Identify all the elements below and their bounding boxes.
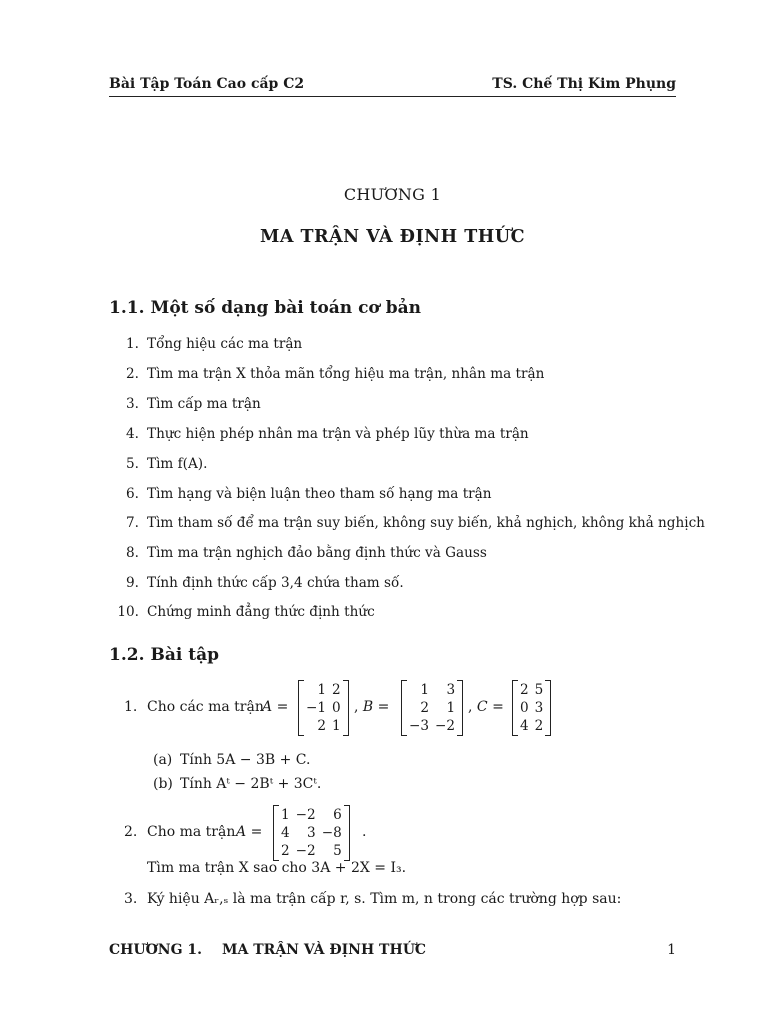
- matrix-bracket: [457, 735, 462, 736]
- matrix-entry: 2: [420, 700, 430, 716]
- exercise-number: 1.: [124, 699, 138, 715]
- matrix-entry: 4: [520, 718, 529, 734]
- matrix-bracket: [299, 680, 304, 681]
- list-item-text: Tìm ma trận X thỏa mãn tổng hiệu ma trận, nhân ma trận: [147, 366, 545, 382]
- list-item: [109, 545, 676, 565]
- list-item: [109, 515, 705, 535]
- matrix-entry: 4: [281, 825, 290, 841]
- matrix-bracket: [274, 805, 279, 806]
- matrix-entry: −2: [295, 807, 316, 823]
- exercise-text: Ký hiệu Aᵣ,ₛ là ma trận cấp r, s. Tìm m, n trong các trường hợp sau:: [147, 891, 622, 907]
- list-item-number: 6.: [126, 486, 139, 502]
- matrix-entry: −1: [306, 700, 327, 716]
- part-a-label: (a): [153, 752, 173, 768]
- exercise-number: 3.: [124, 891, 138, 907]
- list-item: [109, 456, 676, 476]
- exercise-prefix: Cho các ma trận: [147, 699, 264, 715]
- list-item: [109, 575, 676, 595]
- matrix-bracket: [343, 680, 348, 681]
- matrix-entry: 3: [307, 825, 316, 841]
- exercise-number: 2.: [124, 824, 138, 840]
- matrix-entry: −2: [435, 718, 456, 734]
- matrix-entry: 2: [281, 843, 290, 859]
- matrix-bracket: [402, 735, 407, 736]
- matrix-bracket: [545, 735, 550, 736]
- section-number: 1.1.: [109, 298, 145, 318]
- matrix-a: [273, 805, 350, 861]
- matrix-bracket: [457, 680, 462, 681]
- list-item: [109, 336, 676, 356]
- list-item-text: Tổng hiệu các ma trận: [147, 336, 303, 352]
- list-item-number: 1.: [126, 336, 139, 352]
- matrix-bracket: [343, 735, 348, 736]
- section-heading-2: [109, 645, 219, 665]
- section-heading-1: [109, 298, 421, 318]
- matrix-c: [512, 680, 551, 736]
- matrix-entry: 2: [534, 718, 544, 734]
- section-number: 1.2.: [109, 645, 145, 665]
- list-item: [109, 426, 676, 446]
- matrix-entry: −2: [295, 843, 316, 859]
- header-course-title: Bài Tập Toán Cao cấp C2: [109, 76, 305, 92]
- list-item-number: 2.: [126, 366, 139, 382]
- list-item-number: 8.: [126, 545, 139, 561]
- chapter-number: CHƯƠNG 1: [343, 185, 442, 204]
- matrix-entry: 1: [317, 682, 327, 698]
- list-item-text: Tìm ma trận nghịch đảo bằng định thức và Gauss: [147, 545, 487, 561]
- list-item-text: Tìm cấp ma trận: [147, 396, 261, 412]
- part-b-label: (b): [153, 776, 173, 792]
- footer-chapter-number: CHƯƠNG 1.: [109, 942, 203, 958]
- list-item-text: Tìm tham số để ma trận suy biến, không suy biến, khả nghịch, không khả nghịch: [147, 515, 705, 531]
- section-title: Bài tập: [150, 645, 220, 665]
- header-author: TS. Chế Thị Kim Phụng: [492, 76, 676, 92]
- matrix-entry: 1: [446, 700, 456, 716]
- matrix-label-a: A =: [262, 699, 289, 715]
- part-a-text: Tính 5A − 3B + C.: [180, 752, 311, 768]
- exercise-prefix: Cho ma trận: [147, 824, 236, 840]
- list-item-number: 7.: [126, 515, 139, 531]
- list-item-number: 4.: [126, 426, 139, 442]
- list-item-text: Tìm hạng và biện luận theo tham số hạng ma trận: [147, 486, 492, 502]
- exercise-task: Tìm ma trận X sao cho 3A + 2X = I₃.: [147, 860, 407, 876]
- matrix-period: .: [362, 824, 367, 840]
- list-item-number: 9.: [126, 575, 139, 591]
- list-item-text: Tính định thức cấp 3,4 chứa tham số.: [147, 575, 404, 591]
- list-item-text: Tìm f(A).: [147, 456, 208, 472]
- page-number: 1: [667, 942, 676, 958]
- footer-chapter-title: MA TRẬN VÀ ĐỊNH THỨC: [222, 942, 427, 958]
- chapter-title: MA TRẬN VÀ ĐỊNH THỨC: [259, 227, 525, 247]
- matrix-entry: −3: [409, 718, 430, 734]
- matrix-label-b: , B =: [354, 699, 390, 715]
- section-title: Một số dạng bài toán cơ bản: [150, 298, 421, 318]
- list-item: [109, 604, 676, 624]
- matrix-entry: 5: [534, 682, 544, 698]
- list-item-text: Chứng minh đẳng thức định thức: [147, 604, 375, 620]
- matrix-entry: 1: [281, 807, 290, 823]
- running-header: [109, 76, 676, 97]
- part-b-text: Tính Aᵗ − 2Bᵗ + 3Cᵗ.: [180, 776, 322, 792]
- matrix-entry: 2: [317, 718, 327, 734]
- matrix-entry: 0: [520, 700, 529, 716]
- list-item: [109, 396, 676, 416]
- matrix-entry: 6: [333, 807, 342, 823]
- matrix-entry: 0: [332, 700, 341, 716]
- matrix-bracket: [513, 735, 518, 736]
- matrix-entry: 5: [333, 843, 342, 859]
- list-item-number: 10.: [117, 604, 139, 620]
- list-item-number: 5.: [126, 456, 139, 472]
- matrix-entry: 1: [420, 682, 430, 698]
- matrix-bracket: [344, 805, 349, 806]
- matrix-entry: −8: [321, 825, 342, 841]
- list-item-text: Thực hiện phép nhân ma trận và phép lũy thừa ma trận: [147, 426, 529, 442]
- matrix-bracket: [299, 735, 304, 736]
- list-item: [109, 486, 676, 506]
- matrix-bracket: [402, 680, 407, 681]
- matrix-bracket: [545, 680, 550, 681]
- matrix-bracket: [513, 680, 518, 681]
- footer-chapter: [109, 942, 426, 958]
- list-item-number: 3.: [126, 396, 139, 412]
- matrix-a: [298, 680, 349, 736]
- matrix-entry: 1: [332, 718, 341, 734]
- matrix-label-c: , C =: [468, 699, 504, 715]
- matrix-entry: 3: [534, 700, 544, 716]
- matrix-entry: 2: [332, 682, 341, 698]
- list-item: [109, 366, 676, 386]
- matrix-label-a: A =: [236, 824, 263, 840]
- matrix-entry: 3: [446, 682, 456, 698]
- matrix-entry: 2: [520, 682, 529, 698]
- matrix-b: [401, 680, 463, 736]
